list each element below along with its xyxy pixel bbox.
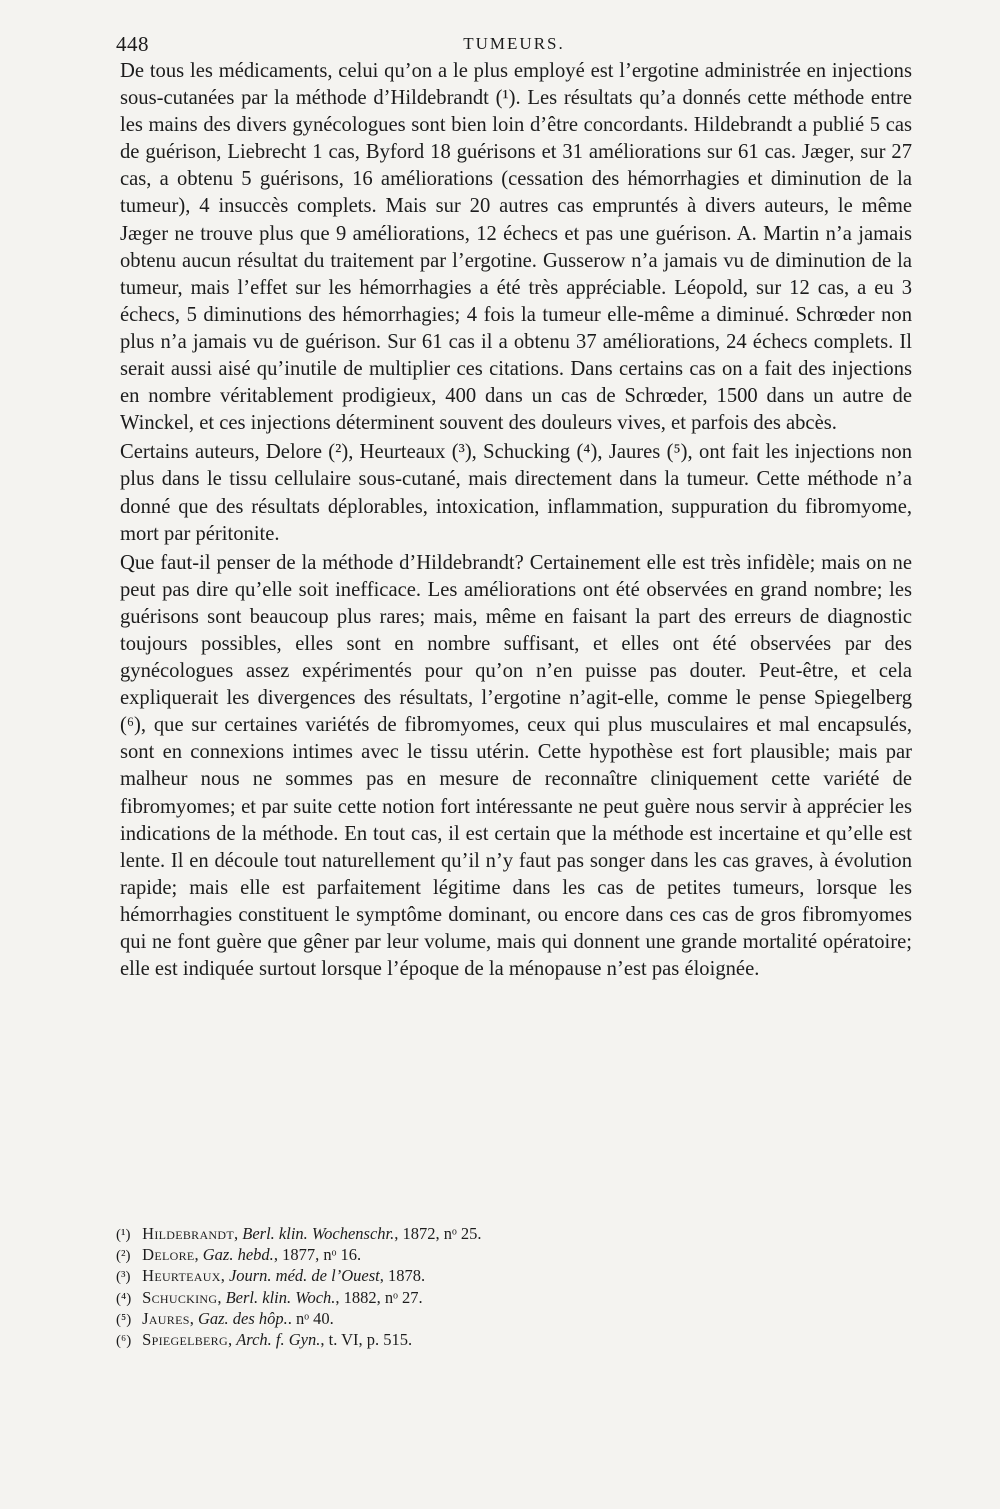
footnote-rest: , 1877, nᵒ 16. bbox=[273, 1245, 362, 1265]
footnote-marker: (¹) bbox=[116, 1227, 131, 1243]
footnote-rest: , 1872, nᵒ 25. bbox=[394, 1224, 482, 1243]
footnote: (⁴) Schucking, Berl. klin. Woch., 1882, nᵒ 27. bbox=[116, 1288, 896, 1309]
footnote: (²) Delore, Gaz. hebd., 1877, nᵒ 16. bbox=[116, 1245, 896, 1266]
page-number: 448 bbox=[116, 32, 149, 56]
footnote-marker: (⁴) bbox=[116, 1290, 132, 1307]
paragraph: Certains auteurs, Delore (²), Heurteaux (³), Schucking (⁴), Jaures (⁵), ont fait les injections non plus dans le tissu cellulaire sous-cutané, mais directement dans la tumeur. Cette méthode n’a donné que des résultats déplorables, intoxication, inflammation, suppuration du fibromyome, mort par péritonite. bbox=[120, 441, 912, 545]
footnote: (⁶) Spiegelberg, Arch. f. Gyn., t. VI, p. 515. bbox=[116, 1330, 896, 1351]
footnote-author: Spiegelberg bbox=[142, 1330, 228, 1350]
footnote-title: Berl. klin. Wochenschr. bbox=[242, 1224, 395, 1243]
footnote-rest: , 1878. bbox=[379, 1266, 426, 1286]
body-text bbox=[120, 58, 912, 983]
footnote-author: Delore bbox=[142, 1245, 195, 1265]
footnote-author: Schucking bbox=[142, 1287, 218, 1307]
footnote-marker: (⁵) bbox=[116, 1311, 132, 1328]
footnote-author: Jaures bbox=[142, 1308, 190, 1328]
footnote-title: Arch. f. Gyn. bbox=[236, 1330, 321, 1350]
footnote-author: Hildebrandt bbox=[142, 1224, 234, 1243]
running-title: TUMEURS. bbox=[463, 34, 565, 53]
paragraph: Que faut-il penser de la méthode d’Hildebrandt? Certainement elle est très infidèle; mais on ne peut pas dire qu’elle soit inefficace. Les améliorations ont été observées en grand nombre; les guérisons sont beaucoup plus rares; mais, même en faisant la part des erreurs de diagnostic toujours possibles, elles sont en nombre suffisant, et elles ont été observées par des gynécologues assez expérimentés pour qu’on n’en puisse pas douter. Peut-être, et cela expliquerait les divergences des résultats, l’ergotine n’agit-elle, comme le pense Spiegelberg (⁶), que sur certaines variétés de fibromyomes, ceux qui plus musculaires et mal encapsulés, sont en connexions intimes avec le tissu utérin. Cette hypothèse est fort plausible; mais par malheur nous ne sommes pas en mesure de reconnaître cliniquement cette variété de fibromyomes; et par suite cette notion fort intéressante ne peut guère nous servir à apprécier les indications de la méthode. En tout cas, il est certain que la méthode est incertaine et qu’elle est lente. Il en découle tout naturellement qu’il n’y faut pas songer dans les cas graves, à évolution rapide; mais elle est parfaitement légitime dans les cas de petites tumeurs, lorsque les hémorrhagies constituent le symptôme dominant, ou encore dans ces cas de gros fibromyomes qui ne font guère que gêner par leur volume, mais qui donnent une grande mortalité opératoire; elle est indiquée surtout lorsque l’époque de la ménopause n’est pas éloignée. bbox=[120, 551, 912, 981]
footnotes bbox=[116, 1224, 896, 1351]
footnote-rest: , 1882, nᵒ 27. bbox=[335, 1287, 423, 1307]
page-header bbox=[116, 32, 912, 60]
footnote-title: Berl. klin. Woch. bbox=[225, 1287, 336, 1307]
footnote: (¹) Hildebrandt, Berl. klin. Wochenschr., 1872, nᵒ 25. bbox=[116, 1224, 896, 1245]
footnote-marker: (³) bbox=[116, 1269, 131, 1286]
footnote-marker: (²) bbox=[116, 1248, 131, 1265]
footnote-title: Gaz. hebd. bbox=[202, 1245, 274, 1265]
footnote-rest: , t. VI, p. 515. bbox=[320, 1330, 413, 1350]
paragraph: De tous les médicaments, celui qu’on a le plus employé est l’ergotine administrée en injections sous-cutanées par la méthode d’Hildebrandt (¹). Les résultats qu’a donnés cette méthode entre les mains des divers gynécologues sont bien loin d’être concordants. Hildebrandt a publié 5 cas de guérison, Liebrecht 1 cas, Byford 18 guérisons et 31 améliorations sur 61 cas. Jæger, sur 27 cas, a obtenu 5 guérisons, 16 améliorations (cessation des hémorrhagies et diminution de la tumeur), 4 insuccès complets. Mais sur 20 autres cas empruntés à divers auteurs, le même Jæger ne trouve plus que 9 améliorations, 12 échecs et pas une guérison. A. Martin n’a jamais obtenu aucun résultat du traitement par l’ergotine. Gusserow n’a jamais vu de diminution de la tumeur, mais l’effet sur les hémorrhagies a été très appréciable. Léopold, sur 12 cas, a eu 3 échecs, 5 diminutions des hémorrhagies; 4 fois la tumeur elle-même a diminué. Schrœder non plus n’a jamais vu de guérison. Sur 61 cas il a obtenu 37 améliorations, 24 échecs complets. Il serait aussi aisé qu’inutile de multiplier ces citations. Dans certains cas on a fait des injections en nombre véritablement prodigieux, 400 dans un cas de Schrœder, 1500 dans un autre de Winckel, et ces injections déterminent souvent des douleurs vives, et parfois des abcès. bbox=[120, 60, 912, 435]
footnote: (³) Heurteaux, Journ. méd. de l’Ouest, 1878. bbox=[116, 1266, 896, 1287]
footnote: (⁵) Jaures, Gaz. des hôp.. nᵒ 40. bbox=[116, 1309, 896, 1330]
footnote-author: Heurteaux bbox=[142, 1266, 221, 1286]
footnote-title: Journ. méd. de l’Ouest bbox=[228, 1266, 380, 1286]
footnote-marker: (⁶) bbox=[116, 1333, 132, 1350]
footnote-rest: . nᵒ 40. bbox=[287, 1308, 334, 1328]
footnote-title: Gaz. des hôp. bbox=[197, 1308, 288, 1328]
